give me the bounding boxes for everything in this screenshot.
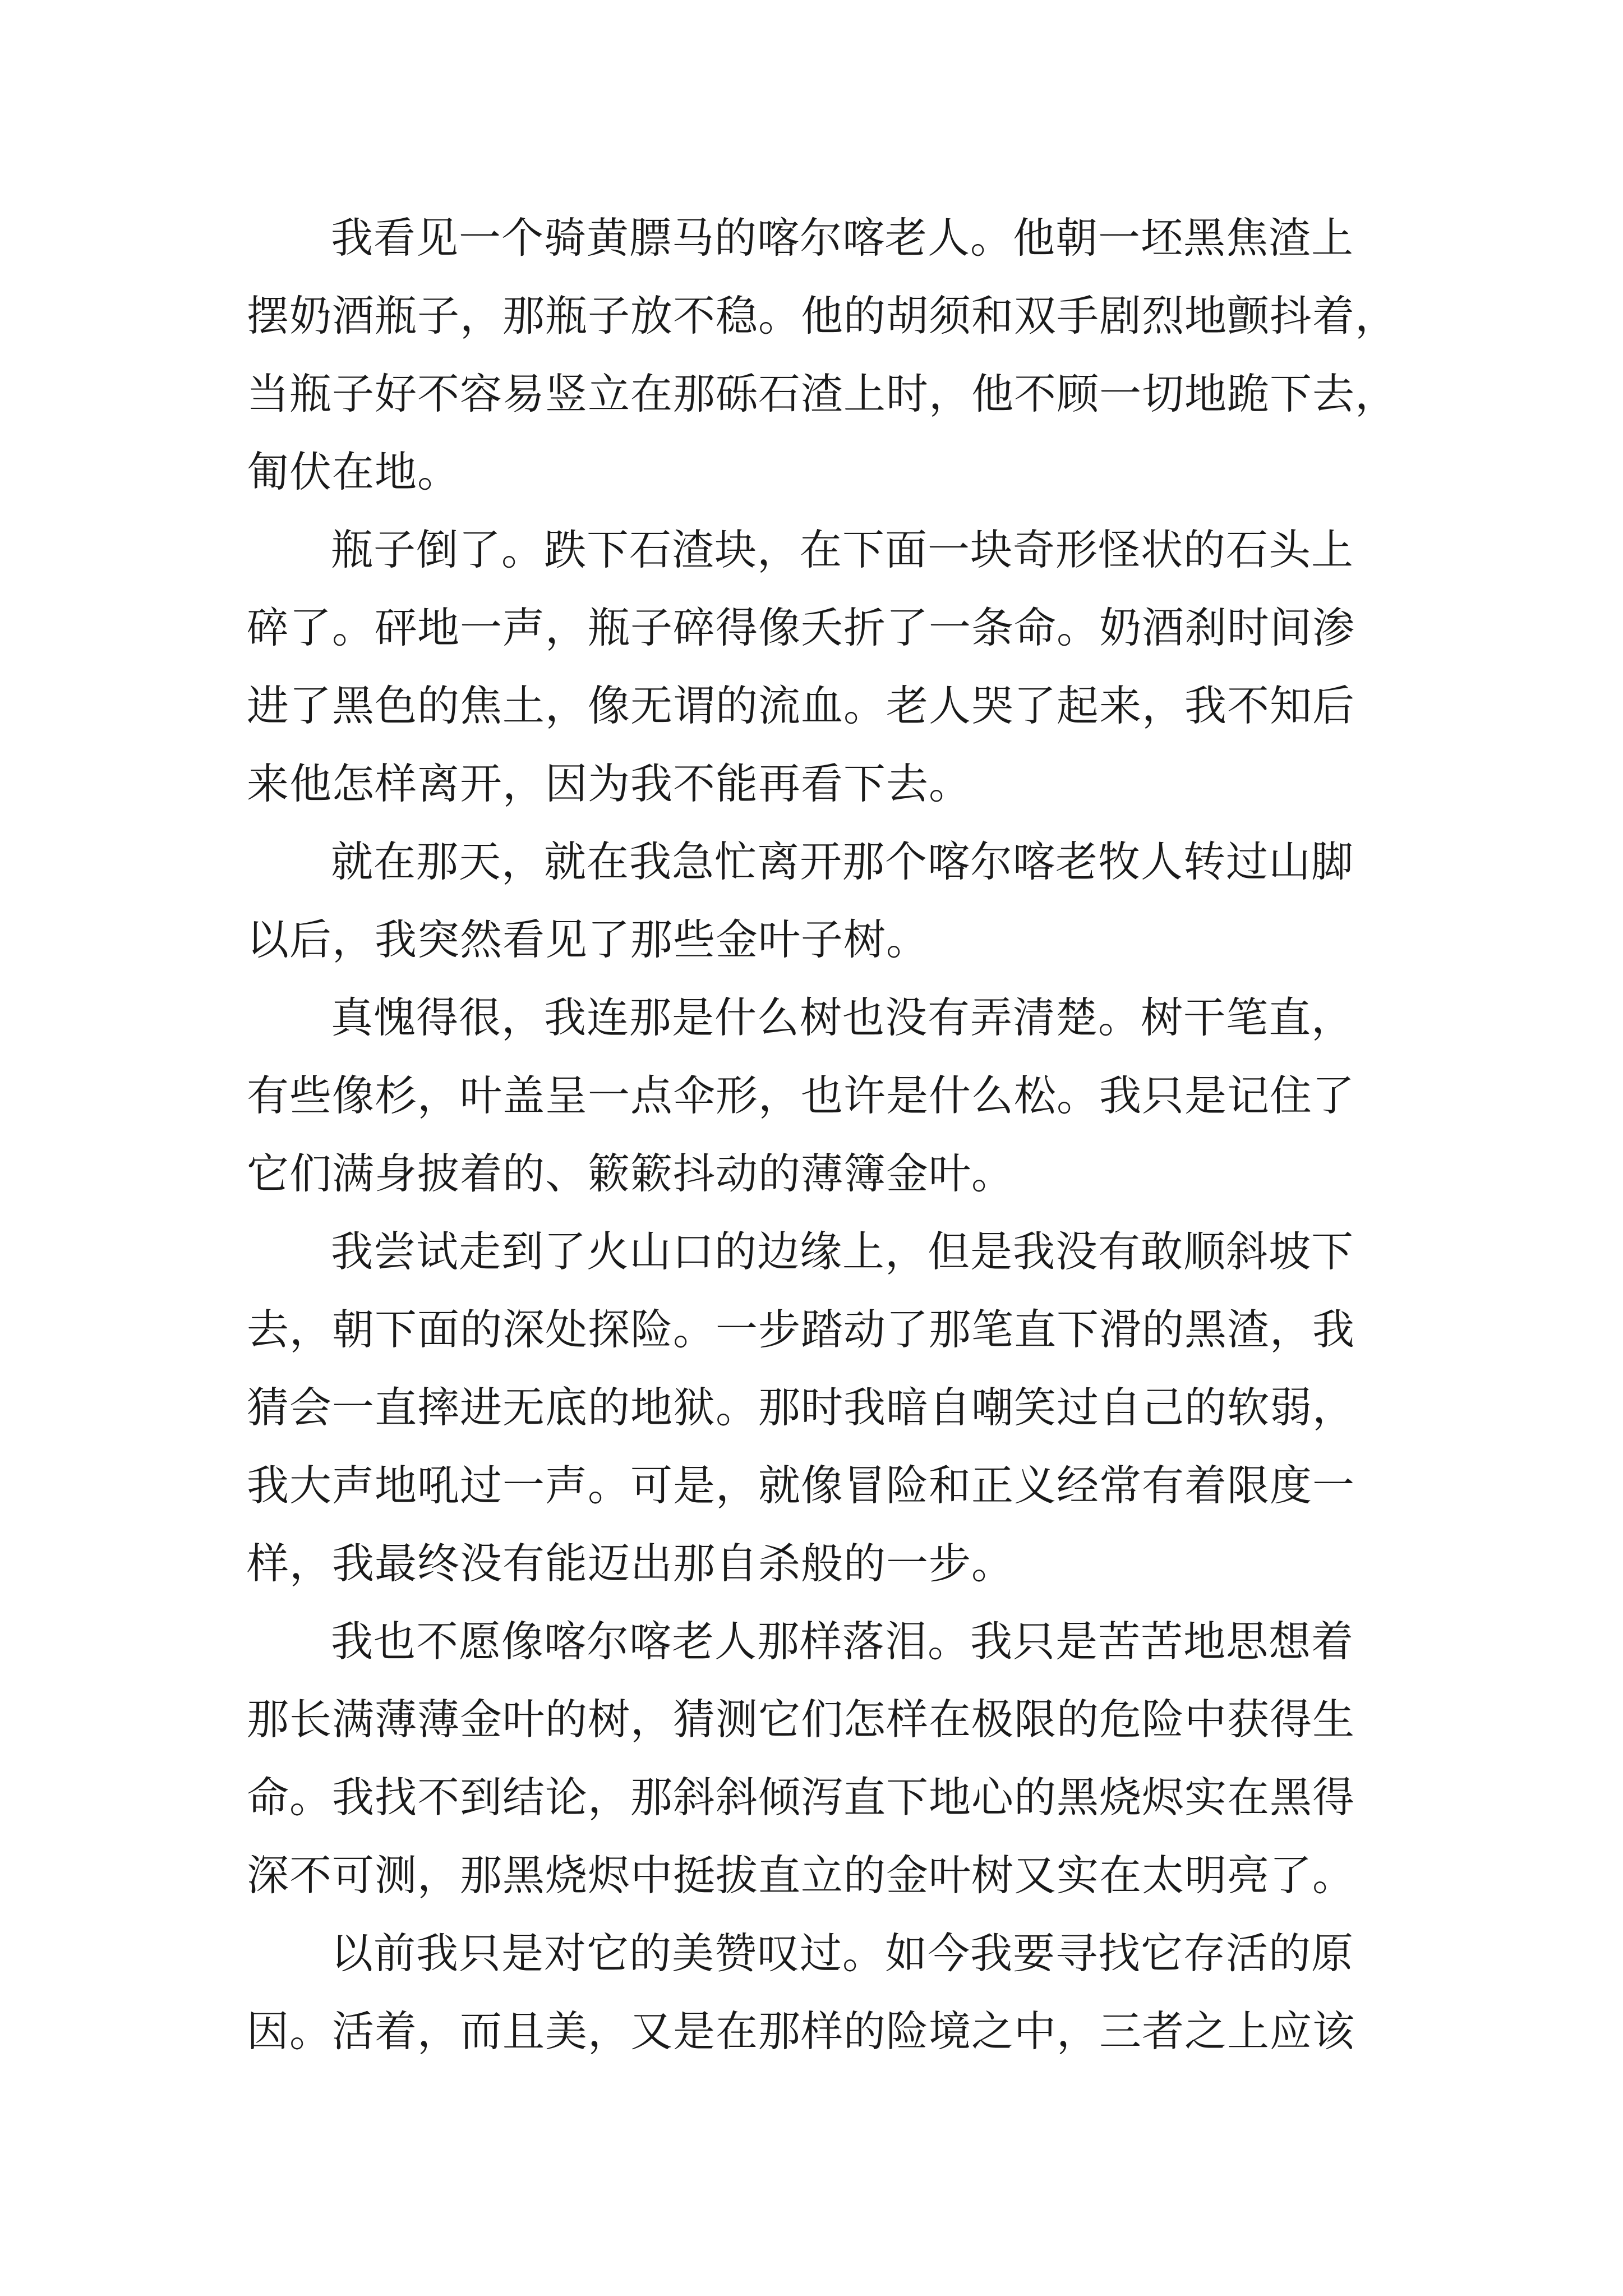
text-line: 它们满身披着的、簌簌抖动的薄簿金叶。 <box>247 1149 1015 1198</box>
text-line: 碎了。砰地一声，瓶子碎得像夭折了一条命。奶酒刹时间渗 <box>247 603 1355 652</box>
text-line: 我大声地吼过一声。可是，就像冒险和正义经常有着限度一 <box>247 1461 1355 1510</box>
text-line: 摆奶酒瓶子，那瓶子放不稳。他的胡须和双手剧烈地颤抖着， <box>247 291 1398 341</box>
text-line: 就在那天，就在我急忙离开那个喀尔喀老牧人转过山脚 <box>331 837 1354 886</box>
text-line: 深不可测，那黑烧烬中挺拔直立的金叶树又实在太明亮了。 <box>247 1851 1355 1900</box>
text-line: 我看见一个骑黄膘马的喀尔喀老人。他朝一坯黑焦渣上 <box>331 213 1354 263</box>
text-line: 因。活着，而且美，又是在那样的险境之中，三者之上应该 <box>247 2007 1355 2056</box>
text-line: 我尝试走到了火山口的边缘上，但是我没有敢顺斜坡下 <box>331 1227 1354 1276</box>
text-line: 有些像杉，叶盖呈一点伞形，也许是什么松。我只是记住了 <box>247 1071 1355 1120</box>
text-line: 以前我只是对它的美赞叹过。如今我要寻找它存活的原 <box>331 1929 1354 1978</box>
body-text <box>247 199 1413 2070</box>
text-line: 瓶子倒了。跌下石渣块，在下面一块奇形怪状的石头上 <box>331 525 1354 574</box>
text-line: 样，我最终没有能迈出那自杀般的一步。 <box>247 1539 1015 1588</box>
text-line: 进了黑色的焦土，像无谓的流血。老人哭了起来，我不知后 <box>247 681 1355 730</box>
text-line: 以后，我突然看见了那些金叶子树。 <box>247 915 929 964</box>
text-line: 匍伏在地。 <box>247 447 460 496</box>
text-line: 来他怎样离开，因为我不能再看下去。 <box>247 759 972 808</box>
text-line: 那长满薄薄金叶的树，猜测它们怎样在极限的危险中获得生 <box>247 1695 1355 1744</box>
text-line: 猜会一直摔进无底的地狱。那时我暗自嘲笑过自己的软弱， <box>247 1383 1355 1432</box>
text-line: 当瓶子好不容易竖立在那砾石渣上时，他不顾一切地跪下去， <box>247 369 1398 418</box>
text-line: 我也不愿像喀尔喀老人那样落泪。我只是苦苦地思想着 <box>331 1617 1354 1666</box>
text-line: 命。我找不到结论，那斜斜倾泻直下地心的黑烧烬实在黑得 <box>247 1773 1355 1822</box>
text-line: 真愧得很，我连那是什么树也没有弄清楚。树干笔直， <box>331 993 1354 1042</box>
text-line: 去，朝下面的深处探险。一步踏动了那笔直下滑的黑渣，我 <box>247 1305 1355 1354</box>
